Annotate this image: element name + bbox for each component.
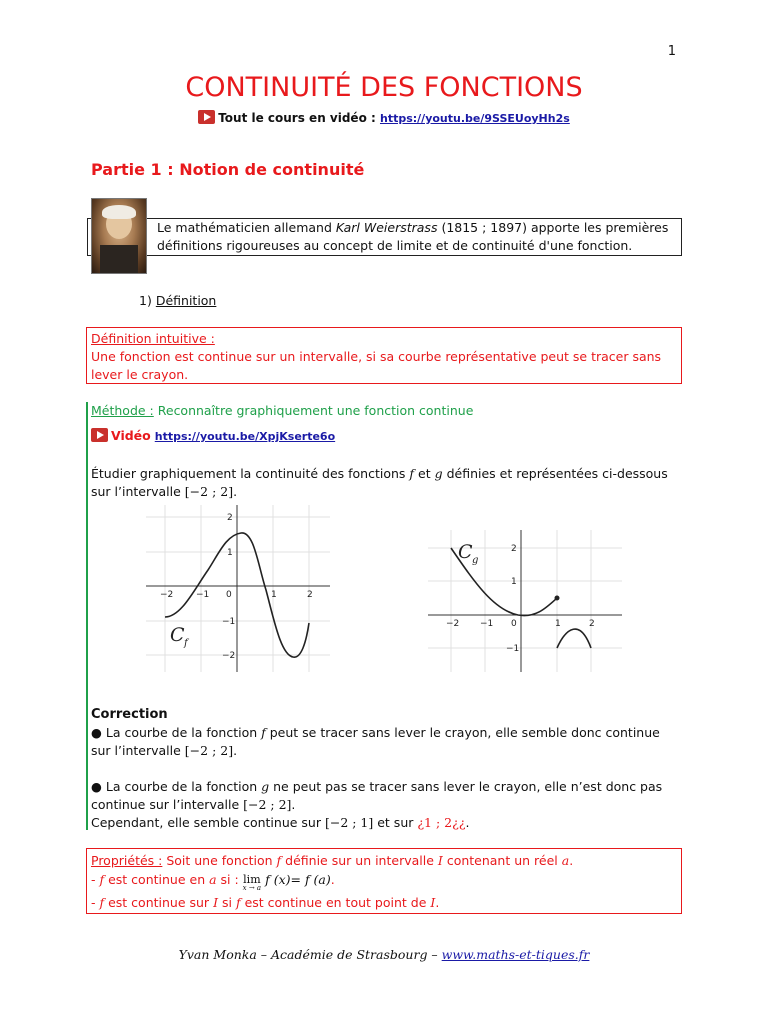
graph-g-xtick-3: 1 bbox=[555, 619, 561, 629]
correction-p3-interval2: ¿1 ; 2¿¿ bbox=[417, 815, 466, 830]
correction-p1-b: peut se tracer sans lever le crayon, elle semble donc continue bbox=[265, 725, 660, 740]
section1-label: Définition bbox=[155, 293, 217, 308]
statement-f: f bbox=[409, 466, 415, 481]
properties-intro2: définie sur un intervalle bbox=[281, 853, 438, 868]
section1-heading bbox=[139, 293, 216, 308]
statement-a: Étudier graphiquement la continuité des fonctions bbox=[91, 466, 410, 481]
properties-f: f bbox=[276, 853, 282, 868]
properties-line2-c: si : bbox=[216, 872, 243, 887]
definition-heading: Définition intuitive : bbox=[91, 331, 215, 346]
statement-interval: [−2 ; 2] bbox=[184, 484, 234, 499]
graph-g-label: C bbox=[458, 541, 473, 563]
correction-p3-interval: [−2 ; 1] bbox=[324, 815, 374, 830]
properties-content bbox=[91, 851, 676, 912]
method-statement bbox=[91, 465, 691, 501]
course-video-link[interactable]: https://youtu.be/9SSEUoyHh2s bbox=[379, 112, 570, 125]
footer-link[interactable]: www.maths-et-tiques.fr bbox=[441, 947, 590, 962]
graph-f-xtick-0: −2 bbox=[160, 590, 174, 600]
properties-intro3: contenant un réel bbox=[442, 853, 562, 868]
properties-line2-b: est continue en bbox=[104, 872, 210, 887]
properties-line2-a: a bbox=[209, 872, 217, 887]
definition-content bbox=[91, 330, 676, 384]
properties-line3-c: si bbox=[218, 895, 236, 910]
properties-intro-end: . bbox=[569, 853, 574, 868]
correction-p3-b: et sur bbox=[373, 815, 418, 830]
correction-p2-g: g bbox=[261, 779, 270, 794]
weierstrass-text bbox=[157, 219, 677, 255]
properties-label: Propriétés : bbox=[91, 853, 163, 868]
properties-line3-I: I bbox=[213, 895, 219, 910]
course-video-line bbox=[0, 110, 768, 125]
graph-g-curve-right bbox=[557, 629, 591, 648]
properties-line3-dash: - bbox=[91, 895, 100, 910]
properties-line3 bbox=[91, 893, 676, 912]
properties-line3-f2: f bbox=[235, 895, 241, 910]
properties-line3-b: est continue sur bbox=[104, 895, 214, 910]
graph-g-xtick-1: −1 bbox=[480, 619, 494, 629]
properties-line3-I2: I bbox=[430, 895, 436, 910]
limit-lim: lim bbox=[243, 873, 261, 886]
method-video-line bbox=[91, 428, 335, 443]
weierstrass-name: Karl Weierstrass bbox=[335, 220, 438, 235]
statement-g: g bbox=[434, 466, 443, 481]
page-title: CONTINUITÉ DES FONCTIONS bbox=[185, 72, 583, 103]
graph-f-xtick-2: 0 bbox=[226, 590, 232, 600]
graph-g-ytick-0: 2 bbox=[511, 544, 517, 554]
method-heading bbox=[91, 403, 473, 418]
correction-p1-end: . bbox=[233, 743, 238, 758]
graph-f-xtick-3: 1 bbox=[271, 590, 277, 600]
correction-p3 bbox=[91, 814, 691, 832]
graph-g bbox=[428, 530, 622, 672]
page-number: 1 bbox=[667, 44, 676, 59]
weierstrass-portrait bbox=[91, 198, 147, 274]
limit-operator bbox=[243, 875, 261, 893]
graph-g-xtick-2: 0 bbox=[511, 619, 517, 629]
properties-line2 bbox=[91, 870, 676, 893]
course-video-label: Tout le cours en vidéo : bbox=[218, 111, 376, 125]
correction-p3-a: Cependant, elle semble continue sur bbox=[91, 815, 325, 830]
graph-f-label-sub: f bbox=[184, 638, 188, 649]
properties-line2-end: . bbox=[330, 872, 335, 887]
weierstrass-text-a: Le mathématicien allemand bbox=[157, 220, 336, 235]
correction-p3-end: . bbox=[465, 815, 470, 830]
correction-p2-a: ● La courbe de la fonction bbox=[91, 779, 262, 794]
correction-p2-interval: [−2 ; 2] bbox=[243, 797, 292, 812]
graph-f-xtick-4: 2 bbox=[307, 590, 313, 600]
properties-I: I bbox=[437, 853, 443, 868]
graph-g-xtick-4: 2 bbox=[589, 619, 595, 629]
graph-f-ytick-1: 1 bbox=[227, 548, 233, 558]
statement-c: sur l’intervalle bbox=[91, 484, 185, 499]
method-margin-line bbox=[86, 402, 88, 830]
youtube-play-icon bbox=[91, 428, 108, 442]
method-video-link[interactable]: https://youtu.be/XpjKserte6o bbox=[154, 430, 336, 443]
graph-f bbox=[146, 505, 330, 672]
properties-intro: Soit une fonction bbox=[162, 853, 277, 868]
method-label: Méthode : bbox=[91, 403, 154, 418]
correction-heading: Correction bbox=[91, 707, 168, 722]
graph-g-label-sub: g bbox=[472, 555, 479, 566]
correction-p1-a: ● La courbe de la fonction bbox=[91, 725, 262, 740]
correction-p2 bbox=[91, 778, 691, 814]
graph-f-ytick-2: −1 bbox=[222, 617, 236, 627]
method-video-label: Vidéo bbox=[111, 428, 151, 443]
statement-b: définies et représentées ci-dessous bbox=[442, 466, 668, 481]
properties-a: a bbox=[561, 853, 570, 868]
correction-block bbox=[91, 706, 691, 832]
correction-p2-end: . bbox=[291, 797, 296, 812]
method-title: Reconnaître graphiquement une fonction continue bbox=[157, 403, 474, 418]
correction-p1-f: f bbox=[261, 725, 266, 740]
properties-line3-end: . bbox=[435, 895, 440, 910]
properties-line3-d: est continue en tout point de bbox=[240, 895, 431, 910]
weierstrass-text-b: (1815 ; 1897) apporte les premières définitions rigoureuses au concept de limite et de continuité d'une fonction. bbox=[157, 220, 669, 253]
correction-p1 bbox=[91, 724, 691, 760]
statement-period: . bbox=[233, 484, 238, 499]
graph-f-grid bbox=[146, 505, 330, 672]
limit-sub: x → a bbox=[242, 884, 262, 892]
correction-p1-c: sur l’intervalle bbox=[91, 743, 185, 758]
youtube-play-icon bbox=[198, 110, 215, 124]
section1-number: 1) bbox=[139, 293, 152, 308]
definition-body: Une fonction est continue sur un intervalle, si sa courbe représentative peut se tracer sans lever le crayon. bbox=[91, 349, 662, 382]
properties-line1 bbox=[91, 851, 676, 870]
graph-f-ytick-3: −2 bbox=[222, 651, 236, 661]
correction-p2-b: ne peut pas se tracer sans lever le crayon, elle n’est donc pas bbox=[269, 779, 663, 794]
graph-g-ytick-2: −1 bbox=[506, 644, 520, 654]
properties-line2-dash: - bbox=[91, 872, 100, 887]
limit-expression: f (x)= f (a) bbox=[265, 872, 331, 887]
correction-p1-interval: [−2 ; 2] bbox=[184, 743, 234, 758]
correction-p2-c: continue sur l’intervalle bbox=[91, 797, 244, 812]
graph-f-label: C bbox=[170, 624, 185, 646]
properties-line2-f: f bbox=[99, 872, 105, 887]
part1-heading: Partie 1 : Notion de continuité bbox=[91, 160, 365, 179]
footer bbox=[0, 947, 768, 962]
graph-f-xtick-1: −1 bbox=[196, 590, 210, 600]
graph-g-endpoint bbox=[555, 596, 560, 601]
graph-f-ytick-0: 2 bbox=[227, 513, 233, 523]
footer-author: Yvan Monka – Académie de Strasbourg – bbox=[178, 947, 442, 962]
graph-g-ytick-1: 1 bbox=[511, 577, 517, 587]
properties-line3-f: f bbox=[99, 895, 105, 910]
statement-et: et bbox=[414, 466, 435, 481]
graph-g-xtick-0: −2 bbox=[446, 619, 460, 629]
